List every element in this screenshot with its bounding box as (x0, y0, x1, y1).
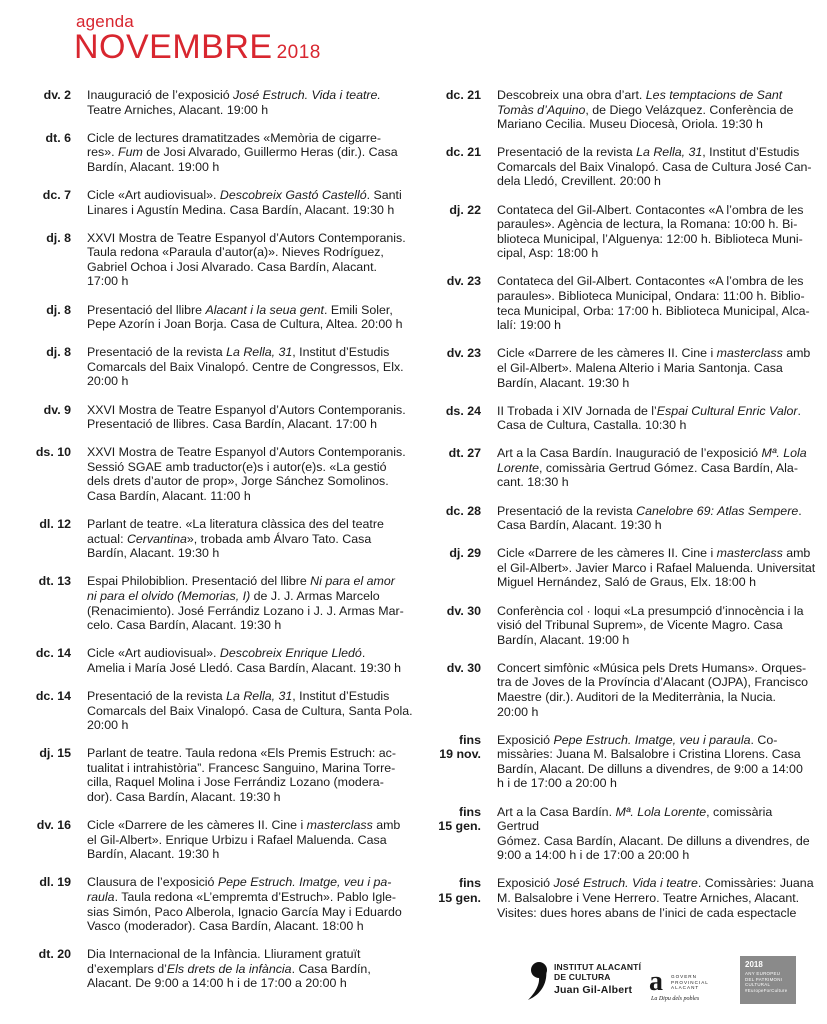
dipu-line2: PROVINCIAL (671, 979, 709, 985)
entry-date: dj. 8 (46, 302, 71, 317)
entry-description: Cicle de lectures dramatitzades «Memòria de cigarre- res». Fum de Josi Alvarado, Guillermo Heras (dir.). Casa Bardín, Alacant. 19:00 h (87, 130, 398, 174)
entry-date: dv. 23 (446, 346, 481, 361)
entry-date: dj. 8 (46, 230, 71, 245)
agenda-entry (436, 805, 816, 863)
ep-year: 2018 (745, 960, 763, 969)
entry-description: II Trobada i XIV Jornada de l’Espai Cultural Enric Valor. Casa de Cultura, Castalla. 10:30 h (497, 403, 801, 433)
agenda-entry (436, 604, 816, 648)
ep-line1: ANY EUROPEU (745, 971, 781, 976)
agenda-entry (436, 546, 816, 590)
entry-description: Cicle «Darrere de les càmeres II. Cine i masterclass amb el Gil-Albert». Enrique Urbizu i Rafael Maluenda. Casa Bardín, Alacant. 19:30 h (87, 818, 401, 862)
agenda-entry (436, 88, 816, 132)
dipu-letter: a (649, 966, 663, 997)
entry-date: dc. 21 (445, 145, 481, 160)
month-title (74, 28, 321, 67)
entry-date: dv. 2 (43, 88, 71, 102)
agenda-entry (436, 504, 816, 533)
agenda-entry (436, 661, 816, 719)
entry-date: dv. 16 (36, 818, 71, 833)
entry-date: dj. 29 (449, 546, 481, 561)
entry-description: Presentació de la revista Canelobre 69: Atlas Sempere. Casa Bardín, Alacant. 19:30 h (497, 503, 802, 533)
iac-mark-icon (524, 958, 550, 1002)
entry-date: dc. 28 (445, 503, 481, 518)
entry-description: Presentació del llibre Alacant i la seua gent. Emili Soler, Pepe Azorín i Joan Borja. Casa de Cultura, Altea. 20:00 h (87, 302, 403, 332)
month-name: NOVEMBRE (74, 28, 273, 66)
agenda-entry (26, 947, 414, 991)
entry-date: dt. 13 (38, 574, 71, 589)
agenda-entry (26, 231, 414, 289)
entry-description: Contateca del Gil-Albert. Contacontes «A l’ombra de les paraules». Agència de lectura, la Romana: 10:00 h. Bi- blioteca Municipal, l’Alguenya: 12:00 h. Biblioteca Muni- cipal, Asp: 18:00 h (497, 202, 804, 261)
entry-description: XXVI Mostra de Teatre Espanyol d’Autors Contemporanis. Taula redona «Paraula d’autor(a)». Nieves Rodríguez, Gabriel Ochoa i Josi Alvarado. Casa Bardín, Alacant. 17:00 h (87, 230, 406, 289)
agenda-entry (26, 517, 414, 561)
entry-description: Presentació de la revista La Rella, 31, Institut d’Estudis Comarcals del Baix Vinalopó. Centre de Congressos, Elx. 20:00 h (87, 345, 404, 389)
entry-description: Cicle «Art audiovisual». Descobreix Gastó Castelló. Santi Linares i Agustín Medina. Casa Bardín, Alacant. 19:30 h (87, 187, 402, 217)
agenda-entry (436, 203, 816, 261)
entry-description: Clausura de l’exposició Pepe Estruch. Imatge, veu i pa- raula. Taula redona «L’empremta d’Estruch». Pablo Igle- sias Simón, Paco Alberola, Ignacio García May i Eduardo Vasco (moderador). Casa Bardín, Alacant. 18:00 h (87, 875, 402, 934)
entry-date: dt. 20 (38, 947, 71, 962)
entry-description: Cicle «Darrere de les càmeres II. Cine i masterclass amb el Gil-Albert». Malena Alterio i Maria Santonja. Casa Bardín, Alacant. 19:30 h (497, 346, 811, 390)
agenda-entry (436, 733, 816, 791)
entry-date: dt. 27 (448, 446, 481, 461)
ep-line3: CULTURAL (745, 982, 771, 988)
entry-date: ds. 24 (445, 403, 481, 418)
entry-date: dc. 14 (35, 646, 71, 661)
agenda-entry (26, 818, 414, 862)
agenda-entry (26, 646, 414, 675)
entry-description: XXVI Mostra de Teatre Espanyol d’Autors Contemporanis. Presentació de llibres. Casa Bardín, Alacant. 17:00 h (87, 402, 406, 432)
entry-date: dv. 30 (446, 660, 481, 675)
entry-description: Art a la Casa Bardín. Mª. Lola Lorente, comissària Gertrud Gómez. Casa Bardín, Alacant. De dilluns a divendres, de 9:00 a 14:00 h i de 17:00 a 20:00 h (497, 804, 810, 863)
entry-date: dc. 21 (445, 88, 481, 102)
iac-line3: Juan Gil-Albert (554, 984, 633, 996)
agenda-column-left (26, 88, 414, 1005)
entry-description: Cicle «Darrere de les càmeres II. Cine i masterclass amb el Gil-Albert». Javier Marco i Rafael Maluenda. Universitat Miguel Hernández, Saló de Graus, Elx. 18:00 h (497, 546, 816, 590)
entry-description: Dia Internacional de la Infància. Lliurament gratuït d’exemplars d’Els drets de la infància. Casa Bardín, Alacant. De 9:00 a 14:00 h i de 17:00 a 20:00 h (87, 947, 371, 991)
entry-description: Exposició José Estruch. Vida i teatre. Comissàries: Juana M. Balsalobre i Vene Herrero. Teatre Arniches, Alacant. Visites: dues hores abans de l’inici de cada espectacle (497, 876, 814, 920)
entry-description: XXVI Mostra de Teatre Espanyol d’Autors Contemporanis. Sessió SGAE amb traductor(e)s i autor(e)s. «La gestió dels drets d’autor de prop», Jorge Sánchez Somolinos. Casa Bardín, Alacant. 11:00 h (87, 445, 406, 503)
entry-date: dj. 15 (39, 746, 71, 761)
entry-description: Exposició Pepe Estruch. Imatge, veu i paraula. Co- missàries: Juana M. Balsalobre i Cristina Llorens. Casa Bardín, Alacant. De dilluns a divendres, de 9:00 a 14:00 h i de 17:00 a 20:00 h (497, 732, 803, 791)
entry-date: dt. 6 (45, 130, 71, 145)
agenda-label: agenda (76, 12, 134, 31)
entry-description: Cicle «Art audiovisual». Descobreix Enrique Lledó. Amelia i María José Lledó. Casa Bardín, Alacant. 19:30 h (87, 646, 402, 675)
agenda-entry (436, 346, 816, 390)
entry-date: dc. 7 (42, 187, 71, 202)
entry-description: Presentació de la revista La Rella, 31, Institut d’Estudis Comarcals del Baix Vinalopó. Casa de Cultura José Can- dela Lledó, Crevillent. 20:00 h (497, 145, 812, 189)
iac-logo (524, 956, 664, 1004)
entry-date: dc. 14 (35, 688, 71, 703)
agenda-entry (436, 446, 816, 490)
entry-date: dl. 12 (39, 517, 71, 532)
entry-date: dv. 23 (446, 274, 481, 289)
entry-description: Presentació de la revista La Rella, 31, Institut d’Estudis Comarcals del Baix Vinalopó. Casa de Cultura, Santa Pola. 20:00 h (87, 688, 413, 733)
entry-date: dv. 9 (43, 402, 71, 417)
agenda-entry (26, 188, 414, 217)
agenda-entry (26, 131, 414, 175)
european-heritage-logo (740, 956, 796, 1004)
diputacio-logo (649, 968, 719, 1004)
entry-date: dj. 8 (46, 345, 71, 360)
entry-description: Art a la Casa Bardín. Inauguració de l’exposició Mª. Lola Lorente, comissària Gertrud Gómez. Casa Bardín, Ala- cant. 18:30 h (497, 446, 807, 490)
entry-description: Conferència col · loqui «La presumpció d’innocència i la visió del Tribunal Suprem», de Vicente Magro. Casa Bardín, Alacant. 19:00 h (497, 603, 804, 647)
agenda-entry (26, 303, 414, 332)
agenda-entry (26, 88, 414, 117)
agenda-column-right (436, 88, 816, 934)
ep-line4: #EuropeForCulture (745, 987, 788, 993)
agenda-entry (26, 345, 414, 389)
entry-date: ds. 10 (35, 445, 71, 460)
entry-description: Inauguració de l’exposició José Estruch. Vida i teatre. Teatre Arniches, Alacant. 19:00 h (87, 88, 381, 117)
iac-line1: INSTITUT ALACANTÍ (554, 962, 642, 972)
entry-date: fins 15 gen. (438, 804, 481, 834)
dipu-line3: ALACANT (671, 985, 700, 990)
agenda-entry (26, 689, 414, 733)
entry-date: fins 19 nov. (439, 732, 481, 762)
agenda-entry (26, 875, 414, 933)
entry-date: fins 15 gen. (438, 876, 481, 906)
agenda-entry (26, 746, 414, 804)
agenda-entry (26, 574, 414, 632)
agenda-entry (436, 274, 816, 332)
entry-description: Contateca del Gil-Albert. Contacontes «A l’ombra de les paraules». Biblioteca Municipal, Ondara: 11:00 h. Biblio- teca Municipal, Orba: 17:00 h. Biblioteca Municipal, Alca- lalí: 19:00 h (497, 274, 810, 333)
agenda-entry (26, 445, 414, 503)
agenda-entry (436, 404, 816, 433)
footer-logos (524, 956, 804, 1006)
year-label: 2018 (276, 42, 321, 63)
entry-date: dl. 19 (39, 875, 71, 890)
entry-date: dj. 22 (449, 202, 481, 217)
dipu-line1: GOVERN (671, 974, 697, 979)
entry-description: Espai Philobiblion. Presentació del llibre Ni para el amor ni para el olvido (Memorias, I) de J. J. Armas Marcelo (Renacimiento). José Ferrándiz Lozano i J. J. Armas Mar- celo. Casa Bardín, Alacant. 19:30 h (87, 574, 404, 633)
entry-description: Parlant de teatre. «La literatura clàssica des del teatre actual: Cervantina», trobada amb Álvaro Tato. Casa Bardín, Alacant. 19:30 h (87, 517, 384, 561)
iac-line2: DE CULTURA (554, 972, 611, 982)
entry-date: dv. 30 (446, 603, 481, 618)
dipu-tagline: La Dipu dels pobles (651, 996, 700, 1002)
dipu-name (671, 974, 709, 991)
agenda-entry (436, 145, 816, 189)
agenda-entry (436, 876, 816, 920)
ep-line2: DEL PATRIMONI (745, 976, 783, 982)
iac-name (554, 962, 641, 995)
entry-description: Parlant de teatre. Taula redona «Els Premis Estruch: ac- tualitat i intrahistòria”. Francesc Sanguino, Marina Torre- cilla, Raquel Molina i Jose Ferrándiz Lozano (modera- dor). Casa Bardín, Alacant. 19:30 h (87, 746, 397, 804)
entry-description: Descobreix una obra d’art. Les temptacions de Sant Tomàs d’Aquino, de Diego Velázquez. Conferència de Mariano Cecilia. Museu Diocesà, Oriola. 19:30 h (497, 88, 794, 132)
ep-text (745, 971, 787, 993)
entry-description: Concert simfònic «Música pels Drets Humans». Orques- tra de Joves de la Província d’Alacant (OJPA), Francisco Maestre (dir.). Auditori de la Mediterrània, la Nucia. 20:00 h (497, 660, 809, 719)
agenda-entry (26, 403, 414, 432)
